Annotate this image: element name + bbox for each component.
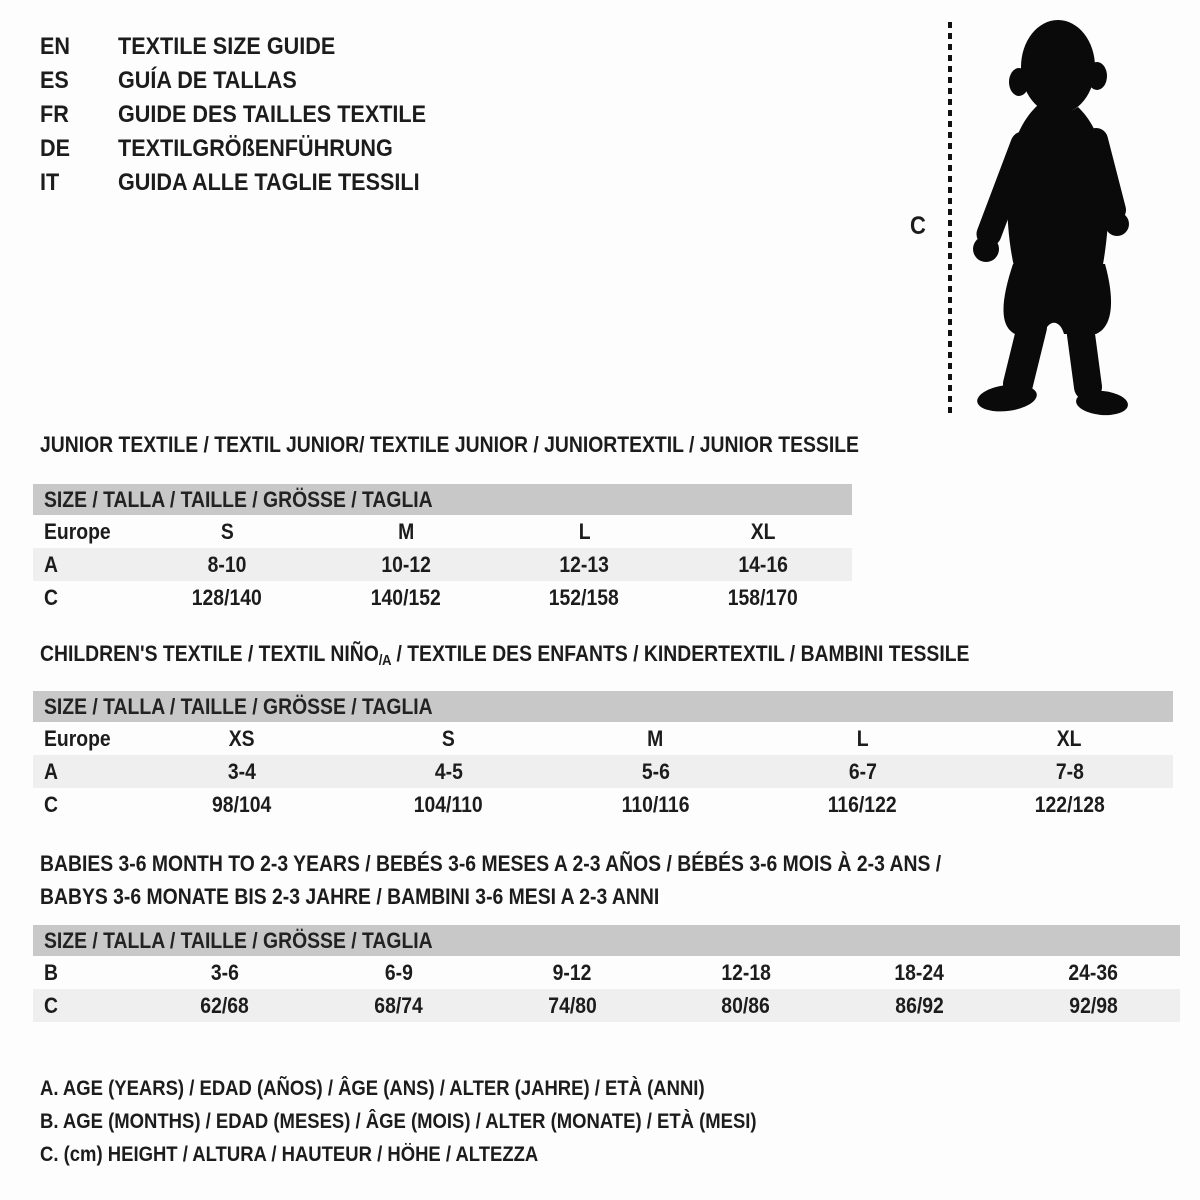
- age-value: 7-8: [1055, 758, 1084, 784]
- height-measure-label: C: [910, 212, 926, 240]
- age-value: 4-5: [434, 758, 463, 784]
- lang-row-en: [40, 30, 460, 64]
- lang-code-it: IT: [40, 169, 60, 196]
- guide-title-es: GUÍA DE TALLAS: [118, 67, 297, 94]
- junior-table-size-header: SIZE / TALLA / TAILLE / GRÖSSE / TAGLIA: [33, 484, 852, 515]
- height-value: 68/74: [374, 992, 423, 1018]
- months-value: 9-12: [552, 959, 592, 985]
- height-value: 158/170: [727, 584, 798, 610]
- babies-section-title-line2: BABYS 3-6 MONATE BIS 2-3 JAHRE / BAMBINI 3-6 MESI A 2-3 ANNI: [40, 884, 660, 909]
- junior-section-title: JUNIOR TEXTILE / TEXTIL JUNIOR/ TEXTILE JUNIOR / JUNIORTEXTIL / JUNIOR TESSILE: [40, 432, 859, 457]
- babies-table-size-header: SIZE / TALLA / TAILLE / GRÖSSE / TAGLIA: [33, 925, 1180, 956]
- height-value: 104/110: [414, 791, 483, 817]
- size-value: XL: [750, 518, 776, 544]
- age-value: 3-4: [227, 758, 256, 784]
- height-value: 116/122: [828, 791, 897, 817]
- children-size-table: [33, 691, 1173, 821]
- age-value: 10-12: [380, 551, 431, 577]
- footnotes-block: [40, 1072, 854, 1171]
- height-value: 92/98: [1068, 992, 1118, 1018]
- row-label: B: [44, 959, 58, 985]
- junior-size-table: [33, 484, 852, 614]
- age-value: 5-6: [641, 758, 670, 784]
- months-value: 12-18: [721, 959, 771, 985]
- months-value: 6-9: [384, 959, 413, 985]
- size-value: S: [220, 518, 234, 544]
- height-value: 80/86: [721, 992, 771, 1018]
- height-value: 110/116: [621, 791, 690, 817]
- babies-size-table: [33, 925, 1180, 1022]
- height-value: 86/92: [895, 992, 944, 1018]
- junior-row-age: [33, 548, 852, 581]
- toddler-silhouette-icon: [955, 12, 1155, 422]
- babies-row-height: [33, 989, 1180, 1022]
- row-label: Europe: [44, 518, 111, 544]
- junior-row-europe: [33, 515, 852, 548]
- size-value: L: [578, 518, 591, 544]
- row-label: C: [44, 584, 58, 610]
- lang-code-en: EN: [40, 33, 71, 60]
- lang-code-fr: FR: [40, 101, 69, 128]
- height-value: 74/80: [547, 992, 597, 1018]
- size-value: XS: [228, 725, 255, 751]
- guide-title-en: TEXTILE SIZE GUIDE: [118, 33, 336, 60]
- guide-title-fr: GUIDE DES TAILLES TEXTILE: [118, 101, 427, 128]
- lang-code-de: DE: [40, 135, 71, 162]
- children-row-age: [33, 755, 1173, 788]
- lang-row-it: [40, 166, 460, 200]
- language-title-block: [40, 30, 460, 200]
- height-value: 62/68: [200, 992, 250, 1018]
- age-value: 12-13: [559, 551, 610, 577]
- children-row-europe: [33, 722, 1173, 755]
- size-value: M: [647, 725, 664, 751]
- babies-section-title-line1: BABIES 3-6 MONTH TO 2-3 YEARS / BEBÉS 3-6 MESES A 2-3 AÑOS / BÉBÉS 3-6 MOIS À 2-3 ANS /: [40, 851, 942, 876]
- size-value: S: [442, 725, 455, 751]
- age-value: 6-7: [848, 758, 877, 784]
- size-value: M: [397, 518, 414, 544]
- lang-row-es: [40, 64, 460, 98]
- height-measure-dashed-line: [948, 22, 952, 416]
- footnote-c: C. (cm) HEIGHT / ALTURA / HAUTEUR / HÖHE / ALTEZZA: [40, 1142, 539, 1166]
- height-value: 128/140: [192, 584, 263, 610]
- height-value: 140/152: [370, 584, 441, 610]
- height-value: 122/128: [1034, 791, 1105, 817]
- junior-row-height: [33, 581, 852, 614]
- row-label: A: [44, 551, 58, 577]
- height-value: 152/158: [549, 584, 620, 610]
- children-section-title: CHILDREN'S TEXTILE / TEXTIL NIÑO/A / TEXTILE DES ENFANTS / KINDERTEXTIL / BAMBINI TESSILE: [40, 641, 970, 669]
- guide-title-de: TEXTILGRÖßENFÜHRUNG: [118, 135, 393, 162]
- nino-a-subscript: /A: [378, 652, 392, 669]
- age-value: 14-16: [737, 551, 788, 577]
- row-label: C: [44, 791, 58, 817]
- footnote-a: A. AGE (YEARS) / EDAD (AÑOS) / ÂGE (ANS) / ALTER (JAHRE) / ETÀ (ANNI): [40, 1076, 705, 1100]
- row-label: C: [44, 992, 58, 1018]
- months-value: 24-36: [1068, 959, 1118, 985]
- months-value: 3-6: [210, 959, 239, 985]
- guide-title-it: GUIDA ALLE TAGLIE TESSILI: [118, 169, 420, 196]
- height-value: 98/104: [211, 791, 272, 817]
- size-value: XL: [1057, 725, 1082, 751]
- months-value: 18-24: [894, 959, 945, 985]
- row-label: Europe: [44, 725, 111, 751]
- children-table-size-header: SIZE / TALLA / TAILLE / GRÖSSE / TAGLIA: [33, 691, 1173, 722]
- age-value: 8-10: [207, 551, 247, 577]
- babies-row-months: [33, 956, 1180, 989]
- lang-row-de: [40, 132, 460, 166]
- lang-row-fr: [40, 98, 460, 132]
- size-value: L: [856, 725, 869, 751]
- footnote-b: B. AGE (MONTHS) / EDAD (MESES) / ÂGE (MOIS) / ALTER (MONATE) / ETÀ (MESI): [40, 1109, 757, 1133]
- row-label: A: [44, 758, 58, 784]
- lang-code-es: ES: [40, 67, 69, 94]
- children-row-height: [33, 788, 1173, 821]
